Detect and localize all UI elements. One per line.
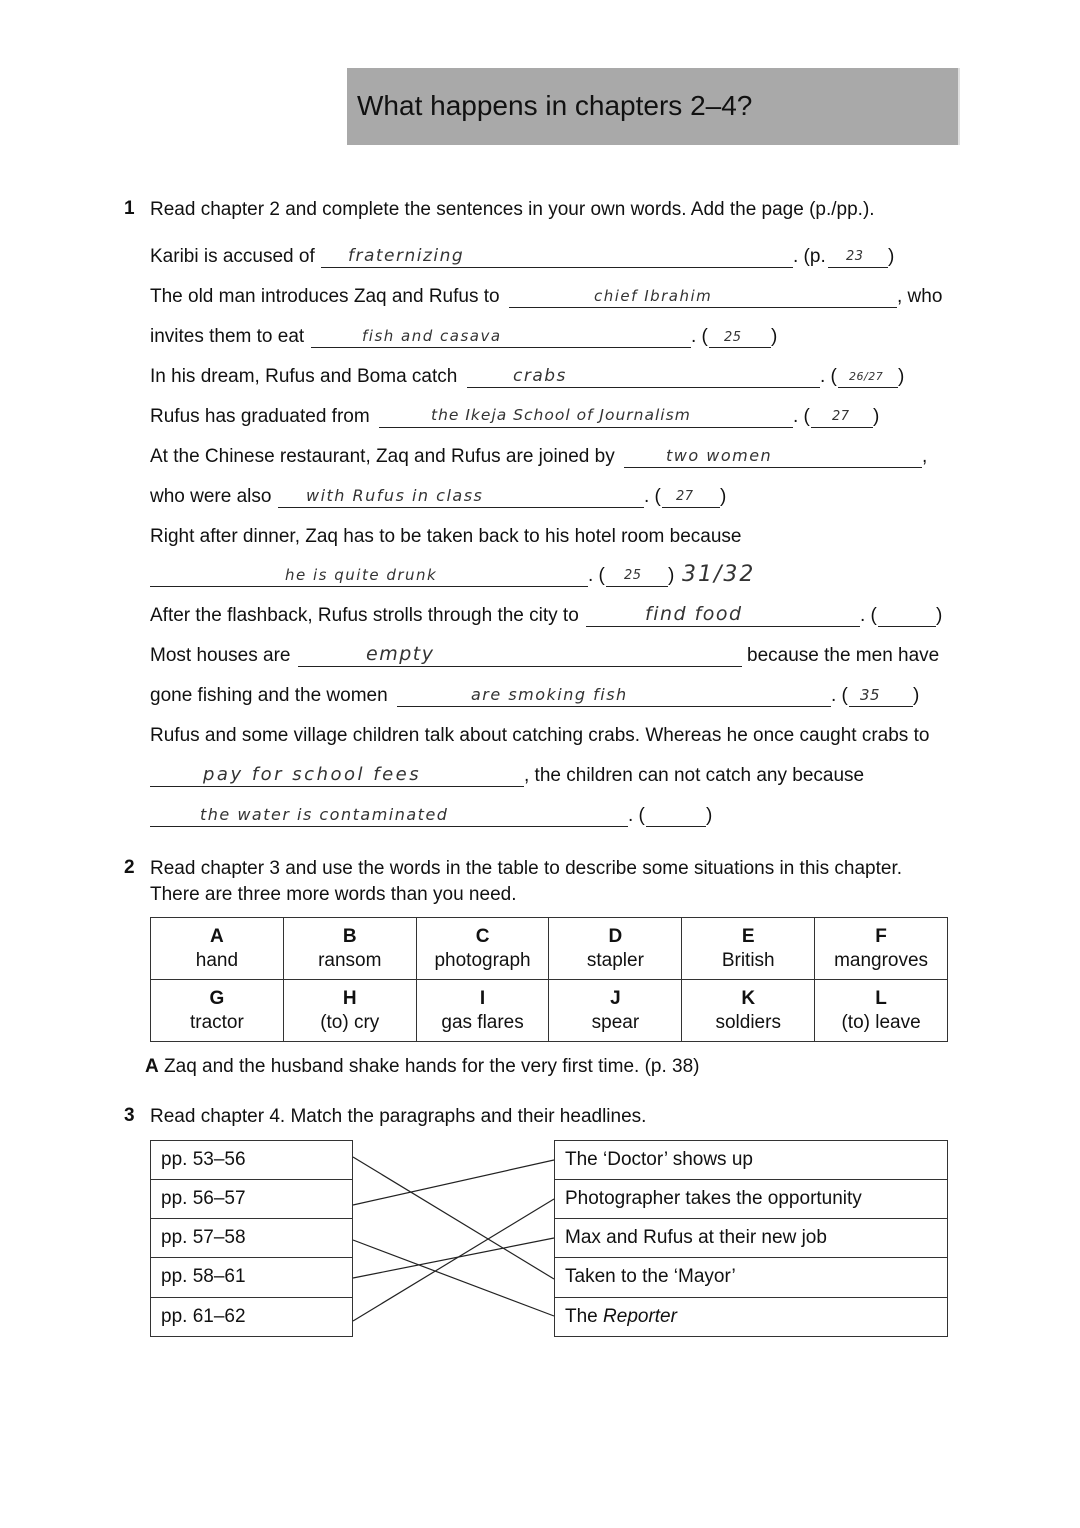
handwritten-page: 27 [832, 409, 850, 424]
handwritten-page: 35 [860, 686, 881, 704]
match-line [353, 1160, 554, 1205]
headline-box: Max and Rufus at their new job [554, 1218, 948, 1258]
headline-box: Taken to the ‘Mayor’ [554, 1257, 948, 1298]
q1-sentence-12-start: gone fishing and the women [150, 685, 388, 706]
word-letter: E [741, 925, 755, 947]
page-ref-close: ) [706, 805, 713, 826]
word-letter: I [479, 987, 486, 1009]
page-range-box: pp. 58–61 [150, 1257, 353, 1298]
page-ref-open: . ( [860, 605, 877, 626]
word-text: (to) leave [841, 1011, 921, 1033]
handwritten-answer: find food [645, 603, 743, 625]
headline-box: Photographer takes the opportunity [554, 1179, 948, 1219]
page-ref-open: . ( [820, 366, 837, 387]
handwritten-answer: empty [366, 643, 435, 665]
q1-sentence-11-start: Most houses are [150, 645, 291, 666]
handwritten-answer: crabs [513, 366, 567, 386]
page-ref-close: ) [936, 605, 943, 626]
page-ref-open: . (p. [793, 246, 826, 267]
word-text: gas flares [441, 1011, 524, 1033]
q1-sentence-7-start: who were also [150, 486, 272, 507]
handwritten-answer: he is quite drunk [285, 566, 438, 584]
headline-5-text: The [565, 1306, 598, 1327]
word-text: spear [591, 1011, 640, 1033]
handwritten-answer: with Rufus in class [306, 486, 484, 505]
word-letter: L [875, 987, 887, 1009]
word-letter: C [475, 925, 490, 947]
q1-sentence-8: Right after dinner, Zaq has to be taken back to his hotel room because [150, 526, 742, 547]
page-range-box: pp. 61–62 [150, 1297, 353, 1337]
question-1-instruction: Read chapter 2 and complete the sentences in your own words. Add the page (p./pp.). [150, 199, 875, 220]
q1-sentence-13: Rufus and some village children talk about catching crabs. Whereas he once caught crabs to [150, 725, 930, 746]
word-text: photograph [434, 949, 531, 971]
page-range-box: pp. 57–58 [150, 1218, 353, 1258]
handwritten-page: 27 [676, 489, 694, 504]
word-letter: K [741, 987, 756, 1009]
handwritten-page: 23 [846, 249, 864, 264]
q2-example-letter: A [145, 1056, 159, 1077]
q1-sentence-6-start: At the Chinese restaurant, Zaq and Rufus are joined by [150, 446, 615, 467]
handwritten-answer: chief Ibrahim [594, 287, 713, 305]
q1-sentence-3-start: invites them to eat [150, 326, 305, 347]
word-text: ransom [318, 949, 382, 971]
page-ref-close: ) [771, 326, 778, 347]
page-range-box: pp. 56–57 [150, 1179, 353, 1219]
word-text: tractor [189, 1011, 244, 1033]
q2-example-text: Zaq and the husband shake hands for the very first time. (p. 38) [164, 1056, 700, 1077]
page-title: What happens in chapters 2–4? [357, 90, 753, 121]
handwritten-answer: the Ikeja School of Journalism [431, 406, 691, 424]
word-letter: A [210, 925, 224, 947]
handwritten-page: 25 [624, 568, 642, 583]
handwritten-note: 31/32 [682, 562, 756, 587]
q1-sentence-4-start: In his dream, Rufus and Boma catch [150, 366, 458, 387]
word-text: British [721, 949, 775, 971]
word-letter: H [342, 987, 357, 1009]
page-ref-open: . ( [588, 565, 605, 586]
page-ref-close: ) [898, 366, 905, 387]
word-letter: F [875, 925, 887, 947]
question-number-1: 1 [124, 198, 135, 219]
q1-sentence-5-start: Rufus has graduated from [150, 406, 370, 427]
q1-sentence-14-end: , the children can not catch any because [524, 765, 865, 786]
q1-sentence-2-start: The old man introduces Zaq and Rufus to [150, 286, 500, 307]
word-text: hand [195, 949, 239, 971]
question-2-instruction-1: Read chapter 3 and use the words in the table to describe some situations in this chapter. [150, 858, 903, 879]
handwritten-answer: pay for school fees [203, 764, 422, 785]
page-ref-close: ) [913, 685, 920, 706]
handwritten-page: 25 [724, 330, 742, 345]
match-line [353, 1238, 554, 1278]
handwritten-answer: fraternizing [348, 246, 465, 266]
headline-5-italic: Reporter [603, 1306, 677, 1327]
headline-box: The ‘Doctor’ shows up [554, 1140, 948, 1180]
word-text: stapler [586, 949, 644, 971]
q1-sentence-10-start: After the flashback, Rufus strolls through the city to [150, 605, 579, 626]
page-ref-open: . ( [691, 326, 708, 347]
q1-sentence-1-start: Karibi is accused of [150, 246, 315, 267]
page-ref-close: ) [668, 565, 675, 586]
word-text: soldiers [715, 1011, 781, 1033]
handwritten-page: 26/27 [849, 370, 884, 383]
page-ref-open: . ( [793, 406, 810, 427]
page-ref-open: . ( [644, 486, 661, 507]
handwritten-answer: are smoking fish [471, 685, 628, 704]
question-number-3: 3 [124, 1105, 135, 1126]
word-text: (to) cry [320, 1011, 380, 1033]
question-3-instruction: Read chapter 4. Match the paragraphs and their headlines. [150, 1106, 647, 1127]
handwritten-answer: fish and casava [362, 327, 502, 345]
page-ref-close: ) [720, 486, 727, 507]
page-ref-close: ) [873, 406, 880, 427]
q1-sentence-2-end: , who [897, 286, 943, 307]
word-letter: D [608, 925, 623, 947]
word-text: mangroves [834, 949, 929, 971]
page-range-box: pp. 53–56 [150, 1140, 353, 1180]
word-letter: G [209, 987, 225, 1009]
word-letter: B [342, 925, 357, 947]
page-ref-open: . ( [831, 685, 848, 706]
q1-sentence-6-end: , [922, 446, 928, 467]
page-ref-close: ) [888, 246, 895, 267]
q1-sentence-11-end: because the men have [747, 645, 940, 666]
page-ref-open: . ( [628, 805, 645, 826]
handwritten-answer: two women [666, 446, 773, 465]
question-2-instruction-2: There are three more words than you need. [150, 884, 517, 905]
handwritten-answer: the water is contaminated [200, 805, 449, 824]
question-number-2: 2 [124, 857, 135, 878]
word-letter: J [610, 987, 621, 1009]
match-line [353, 1240, 554, 1316]
